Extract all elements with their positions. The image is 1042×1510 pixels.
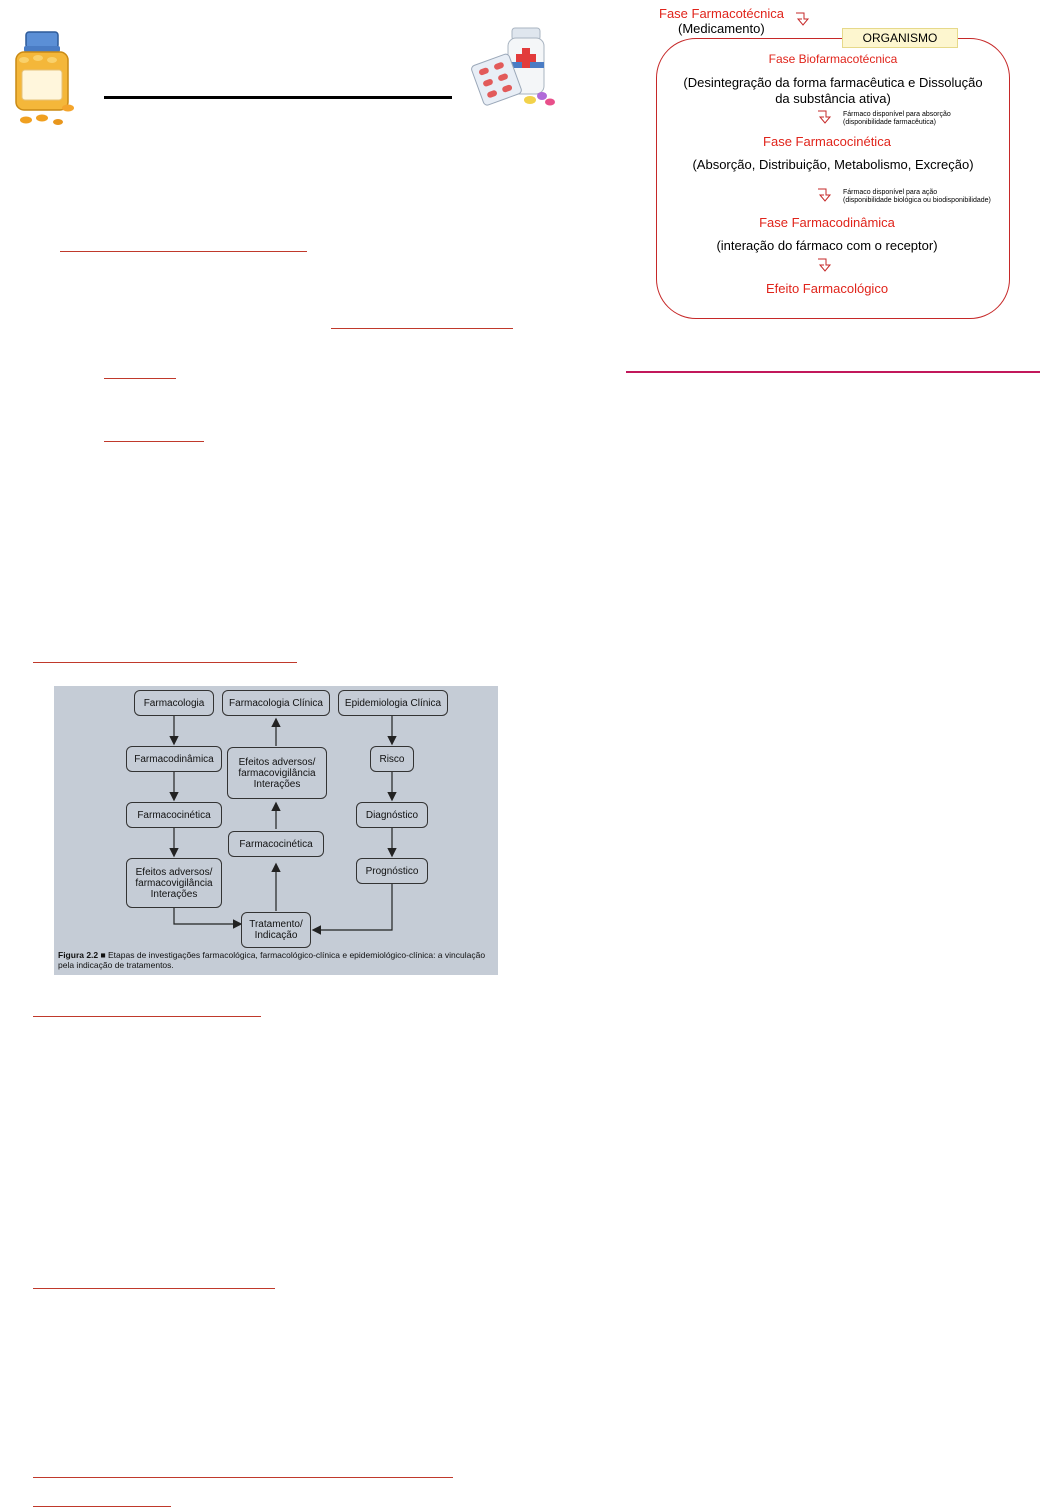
section-divider bbox=[626, 371, 1040, 373]
heading-underline-3 bbox=[104, 378, 176, 379]
box-efeitos-adversos-left bbox=[126, 858, 222, 908]
dinamica-description: (interação do fármaco com o receptor) bbox=[716, 238, 938, 253]
note-availability-1b: (disponibilidade farmacêutica) bbox=[843, 119, 936, 126]
heading-underline-5 bbox=[33, 662, 297, 663]
heading-underline-4 bbox=[104, 441, 204, 442]
cinetica-description: (Absorção, Distribuição, Metabolismo, Excreção) bbox=[692, 157, 974, 172]
arrow-icon bbox=[814, 188, 836, 204]
arrow-icon bbox=[814, 258, 836, 274]
medicine-blister-icon bbox=[468, 24, 560, 112]
fase-farmacotecnica-label: Fase Farmacotécnica bbox=[659, 6, 784, 21]
fase-farmacodinamica-label: Fase Farmacodinâmica bbox=[759, 215, 895, 230]
efeitos-left-line-1: Efeitos adversos/ bbox=[135, 866, 213, 878]
note-availability-2b: (disponibilidade biológica ou biodisponibilidade) bbox=[843, 197, 991, 204]
arrow-icon bbox=[792, 12, 814, 28]
heading-underline-6 bbox=[33, 1016, 261, 1017]
fase-farmacocinetica-label: Fase Farmacocinética bbox=[763, 134, 891, 149]
fase-biofarmacotecnica-label: Fase Biofarmacotécnica bbox=[768, 52, 898, 66]
bio-description-2: da substância ativa) bbox=[775, 91, 891, 106]
figure-2-2 bbox=[54, 686, 498, 975]
box-tratamento-indicacao bbox=[241, 912, 311, 948]
efeitos-mid-line-3: Interações bbox=[253, 778, 301, 790]
efeitos-mid-line-1: Efeitos adversos/ bbox=[238, 756, 316, 768]
pill-bottle-icon bbox=[12, 30, 78, 126]
note-availability-1a: Fármaco disponível para absorção bbox=[843, 111, 951, 118]
tratamento-line-1: Tratamento/ bbox=[249, 919, 303, 930]
arrow-icon bbox=[814, 110, 836, 126]
medicamento-label: (Medicamento) bbox=[678, 21, 765, 36]
figure-caption-label: Figura 2.2 bbox=[58, 950, 99, 960]
box-efeitos-adversos-mid bbox=[227, 747, 327, 799]
efeitos-left-line-3: Interações bbox=[150, 888, 198, 900]
figure-caption bbox=[58, 950, 494, 970]
box-farmacocinetica-left: Farmacocinética bbox=[126, 802, 222, 828]
tratamento-line-2: Indicação bbox=[254, 930, 298, 941]
heading-underline-1 bbox=[60, 251, 307, 252]
box-epidemiologia-clinica: Epidemiologia Clínica bbox=[338, 690, 448, 716]
efeitos-mid-line-2: farmacovigilância bbox=[238, 767, 316, 779]
heading-underline-2 bbox=[331, 328, 513, 329]
box-farmacologia: Farmacologia bbox=[134, 690, 214, 716]
bio-description-1: (Desintegração da forma farmacêutica e Dissolução bbox=[683, 75, 983, 90]
box-risco: Risco bbox=[370, 746, 414, 772]
figure-arrows bbox=[54, 686, 498, 950]
efeito-farmacologico-label: Efeito Farmacológico bbox=[765, 281, 889, 296]
heading-underline-8 bbox=[33, 1477, 453, 1478]
organismo-label: ORGANISMO bbox=[842, 28, 958, 48]
box-diagnostico: Diagnóstico bbox=[356, 802, 428, 828]
efeitos-left-line-2: farmacovigilância bbox=[135, 877, 213, 889]
box-farmacologia-clinica: Farmacologia Clínica bbox=[222, 690, 330, 716]
box-prognostico: Prognóstico bbox=[356, 858, 428, 884]
note-availability-2a: Fármaco disponível para ação bbox=[843, 189, 938, 196]
heading-underline-9 bbox=[33, 1506, 171, 1507]
heading-underline-7 bbox=[33, 1288, 275, 1289]
title-line bbox=[104, 96, 452, 99]
box-farmacodinamica: Farmacodinâmica bbox=[126, 746, 222, 772]
figure-caption-text: ■ Etapas de investigações farmacológica, farmacológico-clínica e epidemiológico-clínica: a vinculação pela indicação de tratamentos. bbox=[58, 950, 486, 970]
box-farmacocinetica-mid: Farmacocinética bbox=[228, 831, 324, 857]
